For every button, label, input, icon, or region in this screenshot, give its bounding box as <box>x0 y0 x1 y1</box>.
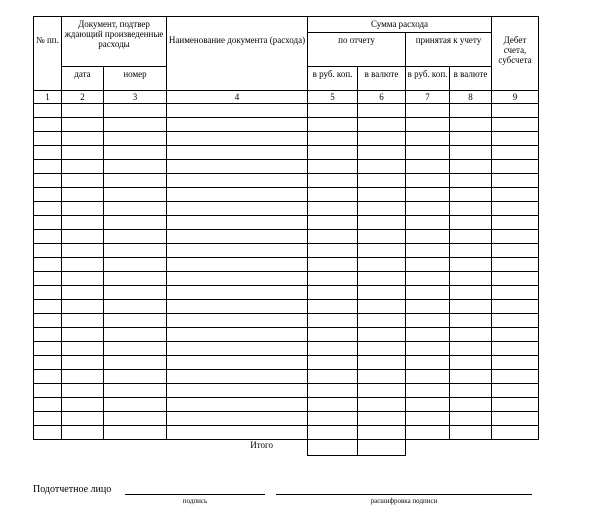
table-cell[interactable] <box>492 174 539 188</box>
table-cell[interactable] <box>104 146 167 160</box>
table-cell[interactable] <box>167 328 308 342</box>
total-cell[interactable] <box>308 440 358 456</box>
col-number: 2 <box>62 91 104 104</box>
table-cell[interactable] <box>450 426 492 440</box>
table-cell[interactable] <box>34 384 62 398</box>
table-cell[interactable] <box>34 216 62 230</box>
table-cell[interactable] <box>62 342 104 356</box>
table-cell[interactable] <box>450 188 492 202</box>
table-cell[interactable] <box>406 174 450 188</box>
table-cell[interactable] <box>167 174 308 188</box>
table-cell[interactable] <box>358 104 406 118</box>
table-cell[interactable] <box>308 300 358 314</box>
table-cell[interactable] <box>450 146 492 160</box>
table-cell[interactable] <box>492 426 539 440</box>
table-cell[interactable] <box>167 132 308 146</box>
col-number: 3 <box>104 91 167 104</box>
table-cell[interactable] <box>104 370 167 384</box>
table-cell[interactable] <box>492 104 539 118</box>
table-cell[interactable] <box>62 314 104 328</box>
table-cell[interactable] <box>167 370 308 384</box>
table-cell[interactable] <box>308 104 358 118</box>
table-cell[interactable] <box>450 398 492 412</box>
table-cell[interactable] <box>167 426 308 440</box>
table-row <box>34 230 539 244</box>
header-by-report: по отчету <box>308 33 406 67</box>
table-cell[interactable] <box>104 342 167 356</box>
table-cell[interactable] <box>104 426 167 440</box>
table-cell[interactable] <box>308 188 358 202</box>
signature-caption: подпись <box>182 497 208 505</box>
table-cell[interactable] <box>406 300 450 314</box>
table-cell[interactable] <box>104 118 167 132</box>
table-cell[interactable] <box>450 216 492 230</box>
total-cell[interactable] <box>358 440 406 456</box>
table-cell[interactable] <box>358 286 406 300</box>
col-number: 9 <box>492 91 539 104</box>
table-row <box>34 202 539 216</box>
table-cell[interactable] <box>167 160 308 174</box>
table-cell[interactable] <box>308 216 358 230</box>
table-cell[interactable] <box>492 160 539 174</box>
table-cell[interactable] <box>104 300 167 314</box>
table-cell[interactable] <box>104 384 167 398</box>
table-cell[interactable] <box>62 202 104 216</box>
table-cell[interactable] <box>358 146 406 160</box>
table-cell[interactable] <box>492 370 539 384</box>
table-cell[interactable] <box>34 258 62 272</box>
table-cell[interactable] <box>62 230 104 244</box>
header-currency-report: в валюте <box>358 67 406 91</box>
table-cell[interactable] <box>34 202 62 216</box>
table-cell[interactable] <box>406 356 450 370</box>
table-row <box>34 398 539 412</box>
col-number: 4 <box>167 91 308 104</box>
table-cell[interactable] <box>62 300 104 314</box>
table-cell[interactable] <box>406 104 450 118</box>
table-cell[interactable] <box>492 132 539 146</box>
table-cell[interactable] <box>406 370 450 384</box>
table-cell[interactable] <box>492 384 539 398</box>
table-cell[interactable] <box>358 188 406 202</box>
table-cell[interactable] <box>167 146 308 160</box>
table-cell[interactable] <box>167 104 308 118</box>
table-cell[interactable] <box>492 356 539 370</box>
table-cell[interactable] <box>406 216 450 230</box>
table-cell[interactable] <box>492 230 539 244</box>
table-cell[interactable] <box>308 174 358 188</box>
table-cell[interactable] <box>492 146 539 160</box>
table-cell[interactable] <box>406 286 450 300</box>
table-cell[interactable] <box>167 272 308 286</box>
table-cell[interactable] <box>104 412 167 426</box>
table-cell[interactable] <box>450 356 492 370</box>
table-cell[interactable] <box>308 356 358 370</box>
header-rub-accepted: в руб. коп. <box>406 67 450 91</box>
table-cell[interactable] <box>62 118 104 132</box>
table-cell[interactable] <box>62 426 104 440</box>
column-number-row <box>34 91 539 104</box>
table-cell[interactable] <box>358 300 406 314</box>
table-cell[interactable] <box>167 188 308 202</box>
table-cell[interactable] <box>62 286 104 300</box>
table-cell[interactable] <box>406 412 450 426</box>
table-cell[interactable] <box>34 146 62 160</box>
blank-rows <box>34 104 539 440</box>
table-cell[interactable] <box>34 160 62 174</box>
table-cell[interactable] <box>492 202 539 216</box>
table-cell[interactable] <box>104 216 167 230</box>
table-cell[interactable] <box>450 104 492 118</box>
table-cell[interactable] <box>406 384 450 398</box>
table-cell[interactable] <box>406 342 450 356</box>
table-cell[interactable] <box>450 342 492 356</box>
table-cell[interactable] <box>308 314 358 328</box>
table-row <box>34 146 539 160</box>
table-cell[interactable] <box>167 286 308 300</box>
table-cell[interactable] <box>406 258 450 272</box>
table-cell[interactable] <box>358 160 406 174</box>
table-cell[interactable] <box>167 300 308 314</box>
table-cell[interactable] <box>308 398 358 412</box>
table-row <box>34 104 539 118</box>
total-row <box>34 440 539 456</box>
col-number: 1 <box>34 91 62 104</box>
table-cell[interactable] <box>104 258 167 272</box>
table-cell[interactable] <box>34 104 62 118</box>
header-expense-sum: Сумма расхода <box>308 17 492 33</box>
table-cell[interactable] <box>104 272 167 286</box>
table-cell[interactable] <box>62 328 104 342</box>
header-debit: Дебет счета, субсчета <box>492 17 539 91</box>
table-cell[interactable] <box>450 300 492 314</box>
table-cell[interactable] <box>406 202 450 216</box>
table-cell[interactable] <box>358 384 406 398</box>
table-cell[interactable] <box>450 370 492 384</box>
table-cell[interactable] <box>167 314 308 328</box>
table-cell[interactable] <box>358 258 406 272</box>
table-cell[interactable] <box>492 398 539 412</box>
table-cell[interactable] <box>308 132 358 146</box>
table-cell[interactable] <box>167 356 308 370</box>
col-number: 5 <box>308 91 358 104</box>
header-date: дата <box>62 67 104 91</box>
table-cell[interactable] <box>450 244 492 258</box>
table-cell[interactable] <box>167 230 308 244</box>
table-row <box>34 188 539 202</box>
table-cell[interactable] <box>308 328 358 342</box>
table-cell[interactable] <box>62 272 104 286</box>
table-cell[interactable] <box>358 398 406 412</box>
table-cell[interactable] <box>34 300 62 314</box>
table-cell[interactable] <box>406 314 450 328</box>
table-cell[interactable] <box>104 104 167 118</box>
table-cell[interactable] <box>62 146 104 160</box>
table-row <box>34 370 539 384</box>
table-cell[interactable] <box>358 412 406 426</box>
table-row <box>34 328 539 342</box>
header-accepted: принятая к учету <box>406 33 492 67</box>
table-row <box>34 216 539 230</box>
table-cell[interactable] <box>492 272 539 286</box>
table-cell[interactable] <box>450 412 492 426</box>
table-cell[interactable] <box>308 258 358 272</box>
table-cell[interactable] <box>450 230 492 244</box>
table-cell[interactable] <box>358 356 406 370</box>
table-cell[interactable] <box>62 104 104 118</box>
table-cell[interactable] <box>104 398 167 412</box>
table-cell[interactable] <box>450 132 492 146</box>
table-cell[interactable] <box>308 272 358 286</box>
table-cell[interactable] <box>62 188 104 202</box>
table-cell[interactable] <box>406 272 450 286</box>
table-cell[interactable] <box>358 174 406 188</box>
table-cell[interactable] <box>492 216 539 230</box>
table-cell[interactable] <box>34 118 62 132</box>
header-document: Документ, подтвер ждающий произведенные расходы <box>62 17 167 67</box>
table-cell[interactable] <box>450 314 492 328</box>
signature-line[interactable] <box>125 494 265 495</box>
table-cell[interactable] <box>167 216 308 230</box>
table-cell[interactable] <box>104 314 167 328</box>
table-cell[interactable] <box>104 188 167 202</box>
table-cell[interactable] <box>167 398 308 412</box>
table-cell[interactable] <box>492 342 539 356</box>
table-row <box>34 132 539 146</box>
table-row <box>34 160 539 174</box>
table-cell[interactable] <box>450 384 492 398</box>
table-cell[interactable] <box>167 244 308 258</box>
table-cell[interactable] <box>62 132 104 146</box>
table-row <box>34 174 539 188</box>
table-cell[interactable] <box>358 230 406 244</box>
table-row <box>34 118 539 132</box>
table-cell[interactable] <box>308 370 358 384</box>
table-cell[interactable] <box>358 370 406 384</box>
table-cell[interactable] <box>62 356 104 370</box>
table-cell[interactable] <box>167 384 308 398</box>
table-cell[interactable] <box>34 132 62 146</box>
table-cell[interactable] <box>104 230 167 244</box>
col-number: 7 <box>406 91 450 104</box>
table-cell[interactable] <box>450 258 492 272</box>
table-cell[interactable] <box>34 328 62 342</box>
col-number: 8 <box>450 91 492 104</box>
table-cell[interactable] <box>450 202 492 216</box>
table-cell[interactable] <box>358 244 406 258</box>
table-cell[interactable] <box>406 188 450 202</box>
table-cell[interactable] <box>34 370 62 384</box>
table-cell[interactable] <box>62 412 104 426</box>
table-cell[interactable] <box>308 426 358 440</box>
signature-decode-line[interactable] <box>276 494 532 495</box>
header-no: № пп. <box>34 17 62 91</box>
table-cell[interactable] <box>308 412 358 426</box>
table-row <box>34 384 539 398</box>
table-cell[interactable] <box>308 146 358 160</box>
table-cell[interactable] <box>34 230 62 244</box>
table-cell[interactable] <box>308 202 358 216</box>
table-cell[interactable] <box>34 272 62 286</box>
table-row <box>34 258 539 272</box>
table-cell[interactable] <box>492 412 539 426</box>
table-cell[interactable] <box>104 160 167 174</box>
table-cell[interactable] <box>492 244 539 258</box>
table-cell[interactable] <box>406 132 450 146</box>
table-row <box>34 286 539 300</box>
table-cell[interactable] <box>492 328 539 342</box>
table-cell[interactable] <box>104 132 167 146</box>
table-cell[interactable] <box>358 272 406 286</box>
table-cell[interactable] <box>450 160 492 174</box>
table-cell[interactable] <box>34 342 62 356</box>
total-label: Итого <box>250 440 273 450</box>
signature-decode-caption: расшифровка подписи <box>370 497 438 505</box>
table-cell[interactable] <box>406 160 450 174</box>
table-cell[interactable] <box>450 328 492 342</box>
table-cell[interactable] <box>62 160 104 174</box>
table-cell[interactable] <box>104 356 167 370</box>
table-cell[interactable] <box>62 244 104 258</box>
table-cell[interactable] <box>492 286 539 300</box>
table-cell[interactable] <box>450 286 492 300</box>
table-cell[interactable] <box>62 174 104 188</box>
table-cell[interactable] <box>104 244 167 258</box>
table-cell[interactable] <box>308 230 358 244</box>
table-cell[interactable] <box>104 174 167 188</box>
table-cell[interactable] <box>308 160 358 174</box>
table-cell[interactable] <box>34 356 62 370</box>
table-cell[interactable] <box>104 286 167 300</box>
table-cell[interactable] <box>167 342 308 356</box>
table-cell[interactable] <box>167 202 308 216</box>
table-cell[interactable] <box>62 216 104 230</box>
table-cell[interactable] <box>358 132 406 146</box>
table-cell[interactable] <box>167 412 308 426</box>
table-cell[interactable] <box>358 216 406 230</box>
table-cell[interactable] <box>406 230 450 244</box>
table-cell[interactable] <box>34 286 62 300</box>
table-cell[interactable] <box>308 118 358 132</box>
table-cell[interactable] <box>492 314 539 328</box>
table-cell[interactable] <box>34 426 62 440</box>
col-number: 6 <box>358 91 406 104</box>
table-cell[interactable] <box>62 398 104 412</box>
table-cell[interactable] <box>308 286 358 300</box>
table-cell[interactable] <box>406 146 450 160</box>
table-cell[interactable] <box>167 258 308 272</box>
table-cell[interactable] <box>104 328 167 342</box>
table-cell[interactable] <box>34 398 62 412</box>
table-row <box>34 426 539 440</box>
table-cell[interactable] <box>492 300 539 314</box>
table-row <box>34 412 539 426</box>
table-cell[interactable] <box>358 342 406 356</box>
table-cell[interactable] <box>406 328 450 342</box>
table-row <box>34 314 539 328</box>
header-number: номер <box>104 67 167 91</box>
table-cell[interactable] <box>450 174 492 188</box>
table-cell[interactable] <box>104 202 167 216</box>
table-cell[interactable] <box>358 118 406 132</box>
header-currency-accepted: в валюте <box>450 67 492 91</box>
table-cell[interactable] <box>450 272 492 286</box>
table-cell[interactable] <box>492 188 539 202</box>
table-row <box>34 356 539 370</box>
table-cell[interactable] <box>308 342 358 356</box>
table-row <box>34 244 539 258</box>
accountable-person-label: Подотчетное лицо <box>33 484 112 495</box>
header-rub-report: в руб. коп. <box>308 67 358 91</box>
table-cell[interactable] <box>308 244 358 258</box>
table-cell[interactable] <box>450 118 492 132</box>
table-cell[interactable] <box>167 118 308 132</box>
table-cell[interactable] <box>62 258 104 272</box>
table-cell[interactable] <box>34 174 62 188</box>
table-cell[interactable] <box>34 244 62 258</box>
table-row <box>34 300 539 314</box>
table-cell[interactable] <box>358 328 406 342</box>
table-cell[interactable] <box>358 202 406 216</box>
table-row <box>34 272 539 286</box>
table-cell[interactable] <box>406 426 450 440</box>
table-cell[interactable] <box>34 188 62 202</box>
table-row <box>34 342 539 356</box>
table-cell[interactable] <box>308 384 358 398</box>
expense-report-table <box>33 16 539 456</box>
table-cell[interactable] <box>34 314 62 328</box>
table-cell[interactable] <box>492 258 539 272</box>
table-cell[interactable] <box>406 118 450 132</box>
table-cell[interactable] <box>492 118 539 132</box>
table-cell[interactable] <box>34 412 62 426</box>
table-cell[interactable] <box>358 426 406 440</box>
header-document-name: Наименование документа (расхода) <box>167 17 308 91</box>
table-cell[interactable] <box>406 244 450 258</box>
table-cell[interactable] <box>62 384 104 398</box>
table-cell[interactable] <box>406 398 450 412</box>
table-cell[interactable] <box>358 314 406 328</box>
table-cell[interactable] <box>62 370 104 384</box>
